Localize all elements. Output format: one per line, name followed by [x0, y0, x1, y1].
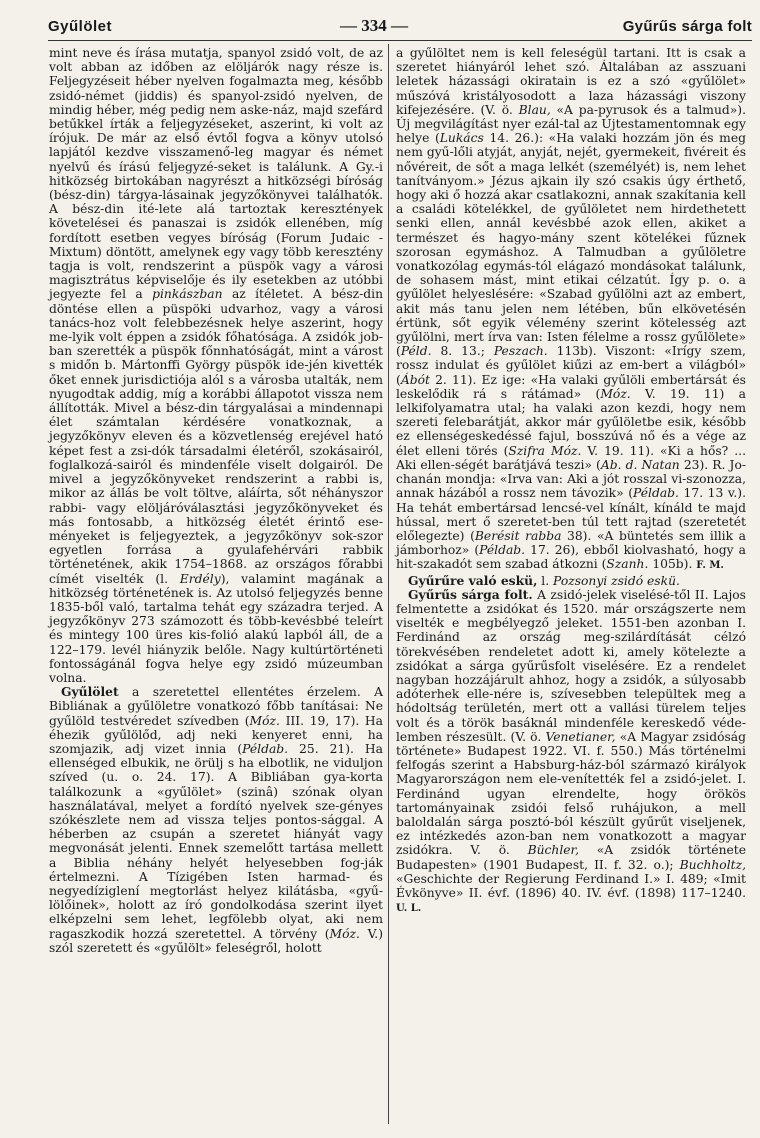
- left-column: [49, 46, 383, 955]
- page-number: — 334 —: [340, 16, 408, 35]
- page-header: [40, 14, 752, 40]
- entry-gyulolet-continued: a gyűlöltet nem is kell feleségül tartani. Itt is csak a szeretet hiányáról lehet szó. Általában az asszuani leletek házassági okiratain is ez a szó «gyűlölet» műszóvá kristályosodott a laza házassági viszony kifejezésére. (V. ö. Blau, «A pa-pyrusok és a talmud»). Új megvilágítást nyer ezál-tal az Újtestamentomnak egy helye (Lukács 14. 26.): «Ha valaki hozzám jön és meg nem gyű-lőli atyját, anyját, nejét, gyermekeit, fivéreit és nővéreit, de sőt a maga lelkét (személyét) is, nem lehet tanítványom.» Jézus ajkain ily szó csakis úgy érthető, hogy aki ő hozzá akar csatlakozni, annak szakítania kell a családi kötelékkel, de gyűlöletet nem hirdethetett senki ellen, annál kevésbbé azok ellen, akiket a természet és hagyo-mány szent kötelékei fűznek szorosan egymáshoz. A Talmudban a gyűlöletre vonatkozólag egymás-tól elágazó mondásokat találunk, de sohasem mást, mint etikai célzatút. Így p. o. a gyűlölet helyeslésére: «Szabad gyűlölni azt az embert, akit más tanu jelen nem létében, bűn elkövetésén értünk, sőt egyik vélemény szerint kötelesség azt gyűlölni, mert írva van: Isten félelme a rossz gyűlölete» (Péld. 8. 13.; Peszach. 113b). Viszont: «Irígy szem, rossz indulat és gyűlölet kiűzi az em-bert a világból» (Ábót 2. 11). Ez ige: «Ha valaki gyűlöli embertársát és leskelődik rá s rátámad» (Móz. V. 19. 11) a lelkifolyamatra utal; ha valaki azon kezdi, hogy nem szereti felebarátját, akkor már gyűlöletbe esik, később ez ellenségeskedéssé fajul, bosszúvá nő és a vége az élet elleni törés (Szifra Móz. V. 19. 11). «Ki a hős? ... Aki ellen-ségét barátjává teszi» (Ab. d. Natan 23). R. Jo-chanán mondja: «Irva van: Aki a jót rosszal vi-szonozza, annak házából a rossz nem távozik» (Példab. 17. 13 v.). Ha tehát embertársad lencsé-vel kínált, kínáld te majd hússal, mert ő szeretet-ben túl tett rajtad (szeretetét előlegezte) (Berésit rabba 38). «A büntetés sem illik a jámborhoz» (Példab. 17. 26), ebből kiolvasható, hogy a hit-szakadót sem szabad átkozni (Szanh. 105b). F. M.: [396, 46, 747, 572]
- right-column: [396, 46, 746, 916]
- entry-gyurus-sarga-folt: Gyűrűs sárga folt. A zsidó-jelek viselésé-től II. Lajos felmentette a zsidókat és 1520. már országszerte nem viselték e megbélyegző jeleket. 1551-ben azonban I. Ferdinánd az ország meg-szilárdítását célzó törekvésében rendeletet adott ki, amely kötelezte a zsidókat a sárga gyűrűsfolt viselésére. Ez a rendelet nagyban hozzájárult ahhoz, hogy a zsidók, a súlyosabb adóterhek elle-nére is, szívesebben települtek meg a hódoltság területén, mert ott a vallási türelem teljes volt és a török basáknál mindenféle kereskedő véde-lemben részesült. (V. ö. Venetianer, «A Magyar zsidóság története» Budapest 1922. VI. f. 550.) Más történelmi felfogás szerint a Habsburg-ház-ból származó királyok Magyarországon nem ele-venítették fel a zsidó-jelet. I. Ferdinánd ugyan elrendelte, hogy örökös tartományainak zsidói felső ruhájukon, a mell baloldalán sárga posztó-ból készült gyűrűt viseljenek, ez intézkedés azon-ban nem vonatkozott a magyar zsidókra. V. ö. Büchler, «A zsidók története Budapesten» (1901 Budapest, II. f. 32. o.); Buchholtz, «Geschichte der Regierung Ferdinand I.» I. 489; «Imit Évkönyve» II. évf. (1896) 40. IV. évf. (1898) 117–1240. U. L.: [396, 586, 747, 915]
- header-rule: [48, 40, 752, 41]
- column-divider: [388, 44, 389, 1124]
- entry-gyurure-valo-esku: Gyűrűre való eskü, l. Pozsonyi zsidó eskü.: [408, 572, 680, 588]
- cross-reference: Pozsonyi zsidó eskü.: [553, 573, 680, 588]
- author-signature: F. M.: [696, 560, 724, 572]
- headword-gyurus-sarga-folt: Gyűrűs sárga folt.: [408, 586, 533, 602]
- running-head-right: Gyűrűs sárga folt: [622, 18, 752, 35]
- headword-gyurure-valo-esku: Gyűrűre való eskü,: [408, 572, 538, 588]
- running-head-left: Gyűlölet: [48, 18, 113, 35]
- paragraph-pinkasz: mint neve és írása mutatja, spanyol zsidó volt, de az volt abban az időben az elöljárók nagy része is. Feljegyzéseit héber nyelven fogalmazta meg, később zsidó-német (jiddis) és spanyol-zsidó nyelven, de mindig héber, még pedig nem aske-náz, majd szefárd betűkkel írták a feljegyzéseket, aszerint, ki volt az írójuk. De már az első évtől fogva a könyv utolsó lapjától kezdve visszamenő-leg magyar és német nyelvű és írású feljegyzé-seket is találunk. A Gy.-i hitközség birtokában nagyrészt a hitközségi bíróság (bész-din) tárgya-lásainak jegyzőkönyvei találhatók. A bész-din ité-lete alá tartoztak keresztények követelései és panaszai is zsidók ellenében, míg fordított esetben vegyes bíróság (Forum Judaic -Mixtum) döntött, amelynek egy vagy több keresztény tagja is volt, rendszerint a püspök vagy a városi magisztrátus képviselője és ily esetekben az utóbbi jegyezte fel a pinkászban az ítéletet. A bész-din döntése ellen a püspöki udvarhoz, vagy a városi tanács-hoz volt felebbezésnek helye aszerint, hogy me-lyik volt éppen a zsidók főhatósága. A zsidók job-ban szerették a püspök főnnhatóságát, mint a várost s midőn b. Mártonffi György püspök ide-jén kivették őket ennek jurisdictiója alól s a városba utalták, nem nyugodtak addig, míg a korábbi állapotot vissza nem állították. Mivel a bész-din tárgyalásai a mindennapi élet számtalan kérdésére vonatkoznak, a jegyzőkönyv eleven és a közvetlenség erejével ható képet fest a zsi-dók társadalmi életéről, szokásairól, foglalkozá-sairól és mindenféle viselt dolgairól. De mivel a jegyzőkönyveket rendszerint a rabbi is, mikor az állás be volt töltve, aláírta, sőt néhányszor rabbi- vagy elöljáróválasztási jegyzőkönyveket és más fontosabb, a hitközség életét érintő ese-ményeket is feljegyeztek, a jegyzőkönyv sok-szor egyetlen forrása a gyulafehérvári rabbik történetének, akik 1754–1868. az országos főrabbi címét viselték (l. Erdély), valamint magának a hitközség történetének is. Az utolsó feljegyzés benne 1835-ből való, tartalma tehát egy századra terjed. A jegyzőkönyv 273 számozott és több-kevésbbé teleírt és mintegy 100 üres kis-folió alakú lapból áll, de a 122–179. levél hiányzik belőle. Nagy kultúrtörténeti fontosságánál fogva helye egy zsidó múzeumban volna.: [49, 46, 384, 685]
- headword-gyulolet: Gyűlölet: [61, 684, 119, 700]
- entry-gyulolet: Gyűlölet a szeretettel ellentétes érzelem. A Bibliának a gyűlöletre vonatkozó főbb tanításai: Ne gyűlöld testvéredet szívedben (Móz. III. 19, 17). Ha éhezik gyűlölőd, adj neki kenyeret enni, ha szomjazik, adj vizet innia (Példab. 25. 21). Ha ellenséged elbukik, ne örülj s ha elbotlik, ne viduljon szíved (u. o. 24. 17). A Bibliában gya-korta találkozunk a «gyűlölet» (szinâ) szónak olyan használatával, melyet a fordító nyelvek sze-gényes szókészlete nem ad vissza teljes pontos-sággal. A héberben az csupán a szeretet hiányát vagy megvonását jelenti. Ennek szemelőtt tartása mellett a Biblia néhány helyét helyesebben fog-ják értelmezni. A Tízigében Isten harmad- és negyedíziglení megtorlást helyez kilátásba, «gyű-lölőinek», holott az író gondolkodása szerint ilyet elképzelni sem lehet, legfölebb olyat, aki nem ragaszkodik hozzá szeretettel. A törvény (Móz. V.) szól szeretett és «gyűlölt» feleségről, holott: [49, 684, 383, 955]
- author-signature: U. L.: [396, 903, 422, 915]
